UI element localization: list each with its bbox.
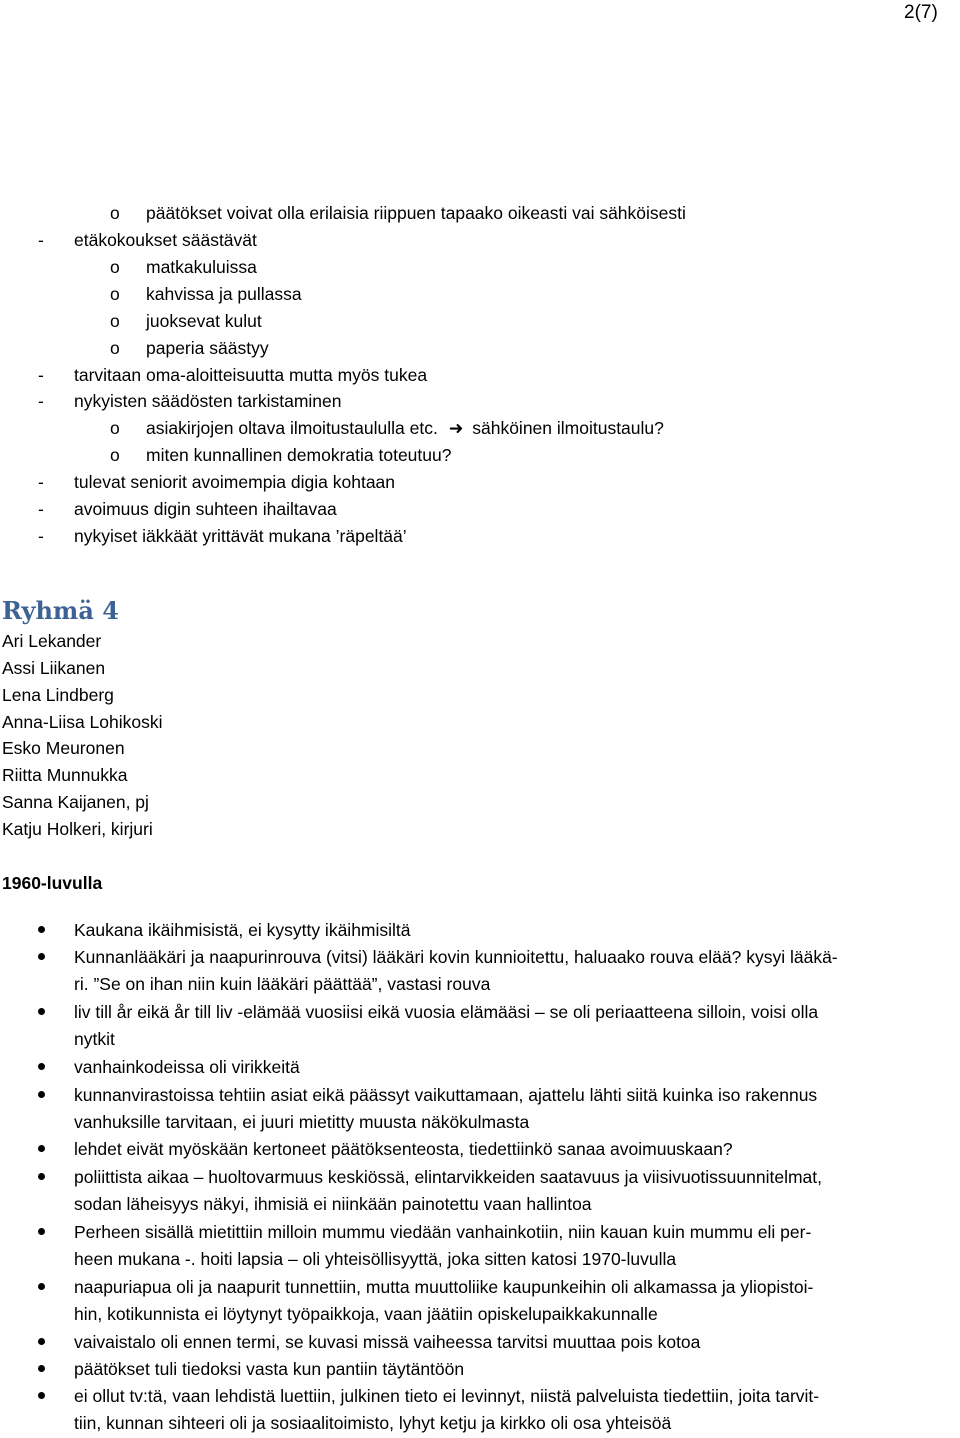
list-marker: - bbox=[38, 499, 44, 519]
list-marker: - bbox=[38, 230, 44, 250]
list-marker: o bbox=[110, 418, 120, 438]
list-marker: o bbox=[110, 284, 120, 304]
list-marker: - bbox=[38, 391, 44, 411]
member-name: Esko Meuronen bbox=[2, 738, 125, 758]
list-item: Perheen sisällä mietittiin milloin mummu viedään vanhainkotiin, niin kauan kuin mummu eli per- bbox=[74, 1222, 812, 1242]
list-item-continuation: tiin, kunnan sihteeri oli ja sosiaalitoimisto, lyhyt ketju ja kirkko oli osa yhteisöä bbox=[74, 1413, 672, 1433]
bullet-icon bbox=[38, 1392, 45, 1399]
list-item: vaivaistalo oli ennen termi, se kuvasi missä vaiheessa tarvitsi muuttaa pois kotoa bbox=[74, 1332, 701, 1352]
list-item-continuation: nytkit bbox=[74, 1029, 115, 1049]
bullet-icon bbox=[38, 953, 45, 960]
list-item-continuation: ri. ”Se on ihan niin kuin lääkäri päättää”, vastasi rouva bbox=[74, 974, 491, 994]
bullet-icon bbox=[38, 1365, 45, 1372]
list-item: miten kunnallinen demokratia toteutuu? bbox=[146, 445, 452, 465]
list-marker: o bbox=[110, 445, 120, 465]
member-name: Assi Liikanen bbox=[2, 658, 106, 678]
list-item: kunnanvirastoissa tehtiin asiat eikä päässyt vaikuttamaan, ajattelu lähti siitä kuinka iso rakennus bbox=[74, 1085, 818, 1105]
page-number: 2(7) bbox=[904, 2, 938, 23]
list-marker: o bbox=[110, 338, 120, 358]
bullet-icon bbox=[38, 1283, 45, 1290]
member-name: Riitta Munnukka bbox=[2, 765, 128, 785]
bullet-icon bbox=[38, 926, 45, 933]
list-item: etäkokoukset säästävät bbox=[74, 230, 257, 250]
list-item: paperia säästyy bbox=[146, 338, 269, 358]
list-item: päätökset tuli tiedoksi vasta kun pantiin täytäntöön bbox=[74, 1359, 465, 1379]
bullet-icon bbox=[38, 1173, 45, 1180]
bullet-icon bbox=[38, 1008, 45, 1015]
list-item: päätökset voivat olla erilaisia riippuen tapaako oikeasti vai sähköisesti bbox=[146, 203, 686, 223]
list-item bbox=[146, 417, 664, 439]
group-heading: Ryhmä 4 bbox=[2, 596, 119, 625]
section-title: 1960-luvulla bbox=[2, 873, 103, 893]
list-item: Kunnanlääkäri ja naapurinrouva (vitsi) lääkäri kovin kunnioitettu, haluaako rouva elää? kysyi lääkä- bbox=[74, 947, 838, 967]
list-item: kahvissa ja pullassa bbox=[146, 284, 302, 304]
list-item-continuation: heen mukana -. hoiti lapsia – oli yhteisöllisyyttä, joka sitten katosi 1970-luvulla bbox=[74, 1249, 677, 1269]
list-item: ei ollut tv:tä, vaan lehdistä luettiin, julkinen tieto ei levinnyt, niistä palveluista tiedettiin, joita tarvit- bbox=[74, 1386, 820, 1406]
list-marker: o bbox=[110, 257, 120, 277]
list-item: liv till år eikä år till liv -elämää vuosiisi eikä vuosia elämääsi – se oli periaatteena silloin, voisi olla bbox=[74, 1002, 819, 1022]
bullet-icon bbox=[38, 1063, 45, 1070]
member-name: Sanna Kaijanen, pj bbox=[2, 792, 149, 812]
bullet-icon bbox=[38, 1338, 45, 1345]
list-item: poliittista aikaa – huoltovarmuus keskiössä, elintarvikkeiden saatavuus ja viisivuotissuunnitelmat, bbox=[74, 1167, 823, 1187]
member-name: Ari Lekander bbox=[2, 631, 102, 651]
list-item: nykyiset iäkkäät yrittävät mukana ’räpeltää’ bbox=[74, 526, 407, 546]
member-name: Anna-Liisa Lohikoski bbox=[2, 712, 163, 732]
list-item: juoksevat kulut bbox=[146, 311, 262, 331]
list-item-text: asiakirjojen oltava ilmoitustaululla etc. bbox=[146, 418, 438, 438]
list-item: Kaukana ikäihmisistä, ei kysytty ikäihmisiltä bbox=[74, 920, 411, 940]
list-marker: - bbox=[38, 526, 44, 546]
bullet-icon bbox=[38, 1228, 45, 1235]
bullet-icon bbox=[38, 1145, 45, 1152]
list-item: vanhainkodeissa oli virikkeitä bbox=[74, 1057, 300, 1077]
list-marker: o bbox=[110, 311, 120, 331]
list-item: nykyisten säädösten tarkistaminen bbox=[74, 391, 342, 411]
list-marker: - bbox=[38, 365, 44, 385]
list-marker: o bbox=[110, 203, 120, 223]
list-item-continuation: sodan läheisyys näkyi, ihmisiä ei niinkään painotettu vaan hallintoa bbox=[74, 1194, 592, 1214]
list-marker: - bbox=[38, 472, 44, 492]
list-item: tulevat seniorit avoimempia digia kohtaan bbox=[74, 472, 396, 492]
list-item: lehdet eivät myöskään kertoneet päätöksenteosta, tiedettiinkö sanaa avoimuuskaan? bbox=[74, 1139, 733, 1159]
bullet-icon bbox=[38, 1091, 45, 1098]
list-item: tarvitaan oma-aloitteisuutta mutta myös tukea bbox=[74, 365, 428, 385]
list-item-arrow-text: sähköinen ilmoitustaulu? bbox=[472, 418, 664, 438]
list-item-continuation: vanhuksille tarvitaan, ei juuri mietitty muusta näkökulmasta bbox=[74, 1112, 530, 1132]
list-item-continuation: hin, kotikunnista ei löytynyt työpaikkoja, vaan jäätiin opiskelupaikkakunnalle bbox=[74, 1304, 658, 1324]
list-item: naapuriapua oli ja naapurit tunnettiin, mutta muuttoliike kaupunkeihin oli alkamassa ja yliopistoi- bbox=[74, 1277, 814, 1297]
arrow-right-icon: ➜ bbox=[448, 418, 464, 438]
member-name: Katju Holkeri, kirjuri bbox=[2, 819, 153, 839]
list-item: avoimuus digin suhteen ihailtavaa bbox=[74, 499, 337, 519]
member-name: Lena Lindberg bbox=[2, 685, 114, 705]
list-item: matkakuluissa bbox=[146, 257, 257, 277]
